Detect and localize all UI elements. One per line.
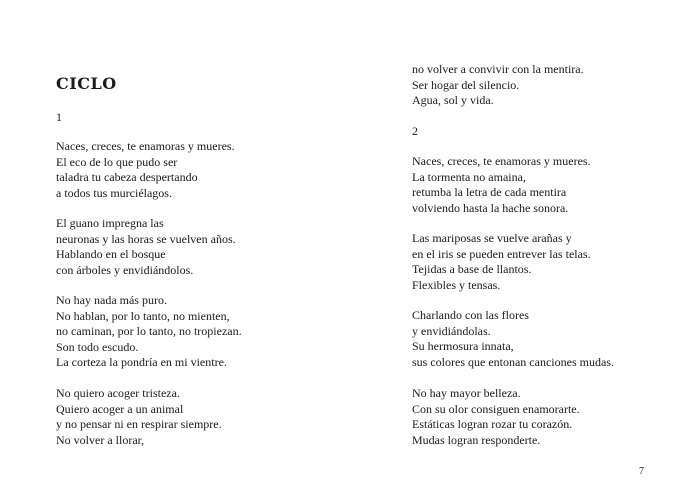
- section-number-2: 2: [412, 124, 418, 138]
- verse-line: neuronas y las horas se vuelven años.: [56, 231, 236, 246]
- verse-line: con árboles y envidiándolos.: [56, 262, 194, 277]
- verse-line: No hay mayor belleza.: [412, 386, 521, 400]
- stanza-2-4: [412, 386, 580, 448]
- verse-line: Hablando en el bosque: [56, 247, 166, 261]
- verse-line: Con su olor consiguen enamorarte.: [412, 401, 580, 416]
- verse-line: El eco de lo que pudo ser: [56, 154, 178, 169]
- verse-line: Son todo escudo.: [56, 339, 139, 354]
- verse-line: a todos tus murciélagos.: [56, 185, 172, 200]
- verse-line: Flexibles y tensas.: [412, 277, 501, 292]
- stanza-2-1: [412, 154, 591, 216]
- verse-line: no volver a convivir con la mentira.: [412, 62, 584, 76]
- verse-line: taladra tu cabeza despertando: [56, 170, 198, 184]
- verse-line: Ser hogar del silencio.: [412, 77, 520, 92]
- verse-line: La corteza la pondría en mi vientre.: [56, 355, 227, 369]
- verse-line: Naces, creces, te enamoras y mueres.: [412, 154, 591, 168]
- verse-line: No quiero acoger tristeza.: [56, 386, 180, 400]
- verse-line: volviendo hasta la hache sonora.: [412, 200, 569, 215]
- section-number-1: 1: [56, 110, 62, 124]
- stanza-1-2: [56, 216, 236, 278]
- verse-line: Las mariposas se vuelve arañas y: [412, 231, 572, 245]
- stanza-1-4: [56, 386, 222, 448]
- verse-line: sus colores que entonan canciones mudas.: [412, 354, 614, 369]
- verse-line: Agua, sol y vida.: [412, 93, 494, 107]
- verse-line: en el iris se pueden entrever las telas.: [412, 246, 591, 261]
- verse-line: No hay nada más puro.: [56, 293, 167, 307]
- verse-line: Naces, creces, te enamoras y mueres.: [56, 139, 235, 153]
- verse-line: No volver a llorar,: [56, 432, 145, 447]
- stanza-continuation: [412, 62, 584, 109]
- verse-line: y envidiándolas.: [412, 323, 491, 338]
- verse-line: Su hermosura innata,: [412, 339, 514, 353]
- verse-line: Tejidas a base de llantos.: [412, 262, 532, 276]
- verse-line: No hablan, por lo tanto, no mienten,: [56, 308, 230, 323]
- verse-line: y no pensar ni en respirar siempre.: [56, 417, 222, 431]
- stanza-1-3: [56, 293, 242, 371]
- verse-line: Mudas logran responderte.: [412, 432, 541, 447]
- verse-line: El guano impregna las: [56, 216, 164, 230]
- verse-line: Estáticas logran rozar tu corazón.: [412, 417, 573, 431]
- stanza-1-1: [56, 139, 235, 201]
- verse-line: La tormenta no amaina,: [412, 169, 526, 184]
- verse-line: Charlando con las flores: [412, 308, 529, 322]
- verse-line: no caminan, por lo tanto, no tropiezan.: [56, 324, 242, 338]
- verse-line: retumba la letra de cada mentira: [412, 185, 567, 199]
- poem-title: CICLO: [56, 74, 117, 93]
- stanza-2-3: [412, 308, 614, 370]
- stanza-2-2: [412, 231, 591, 293]
- verse-line: Quiero acoger a un animal: [56, 401, 184, 416]
- page-number: 7: [639, 466, 644, 477]
